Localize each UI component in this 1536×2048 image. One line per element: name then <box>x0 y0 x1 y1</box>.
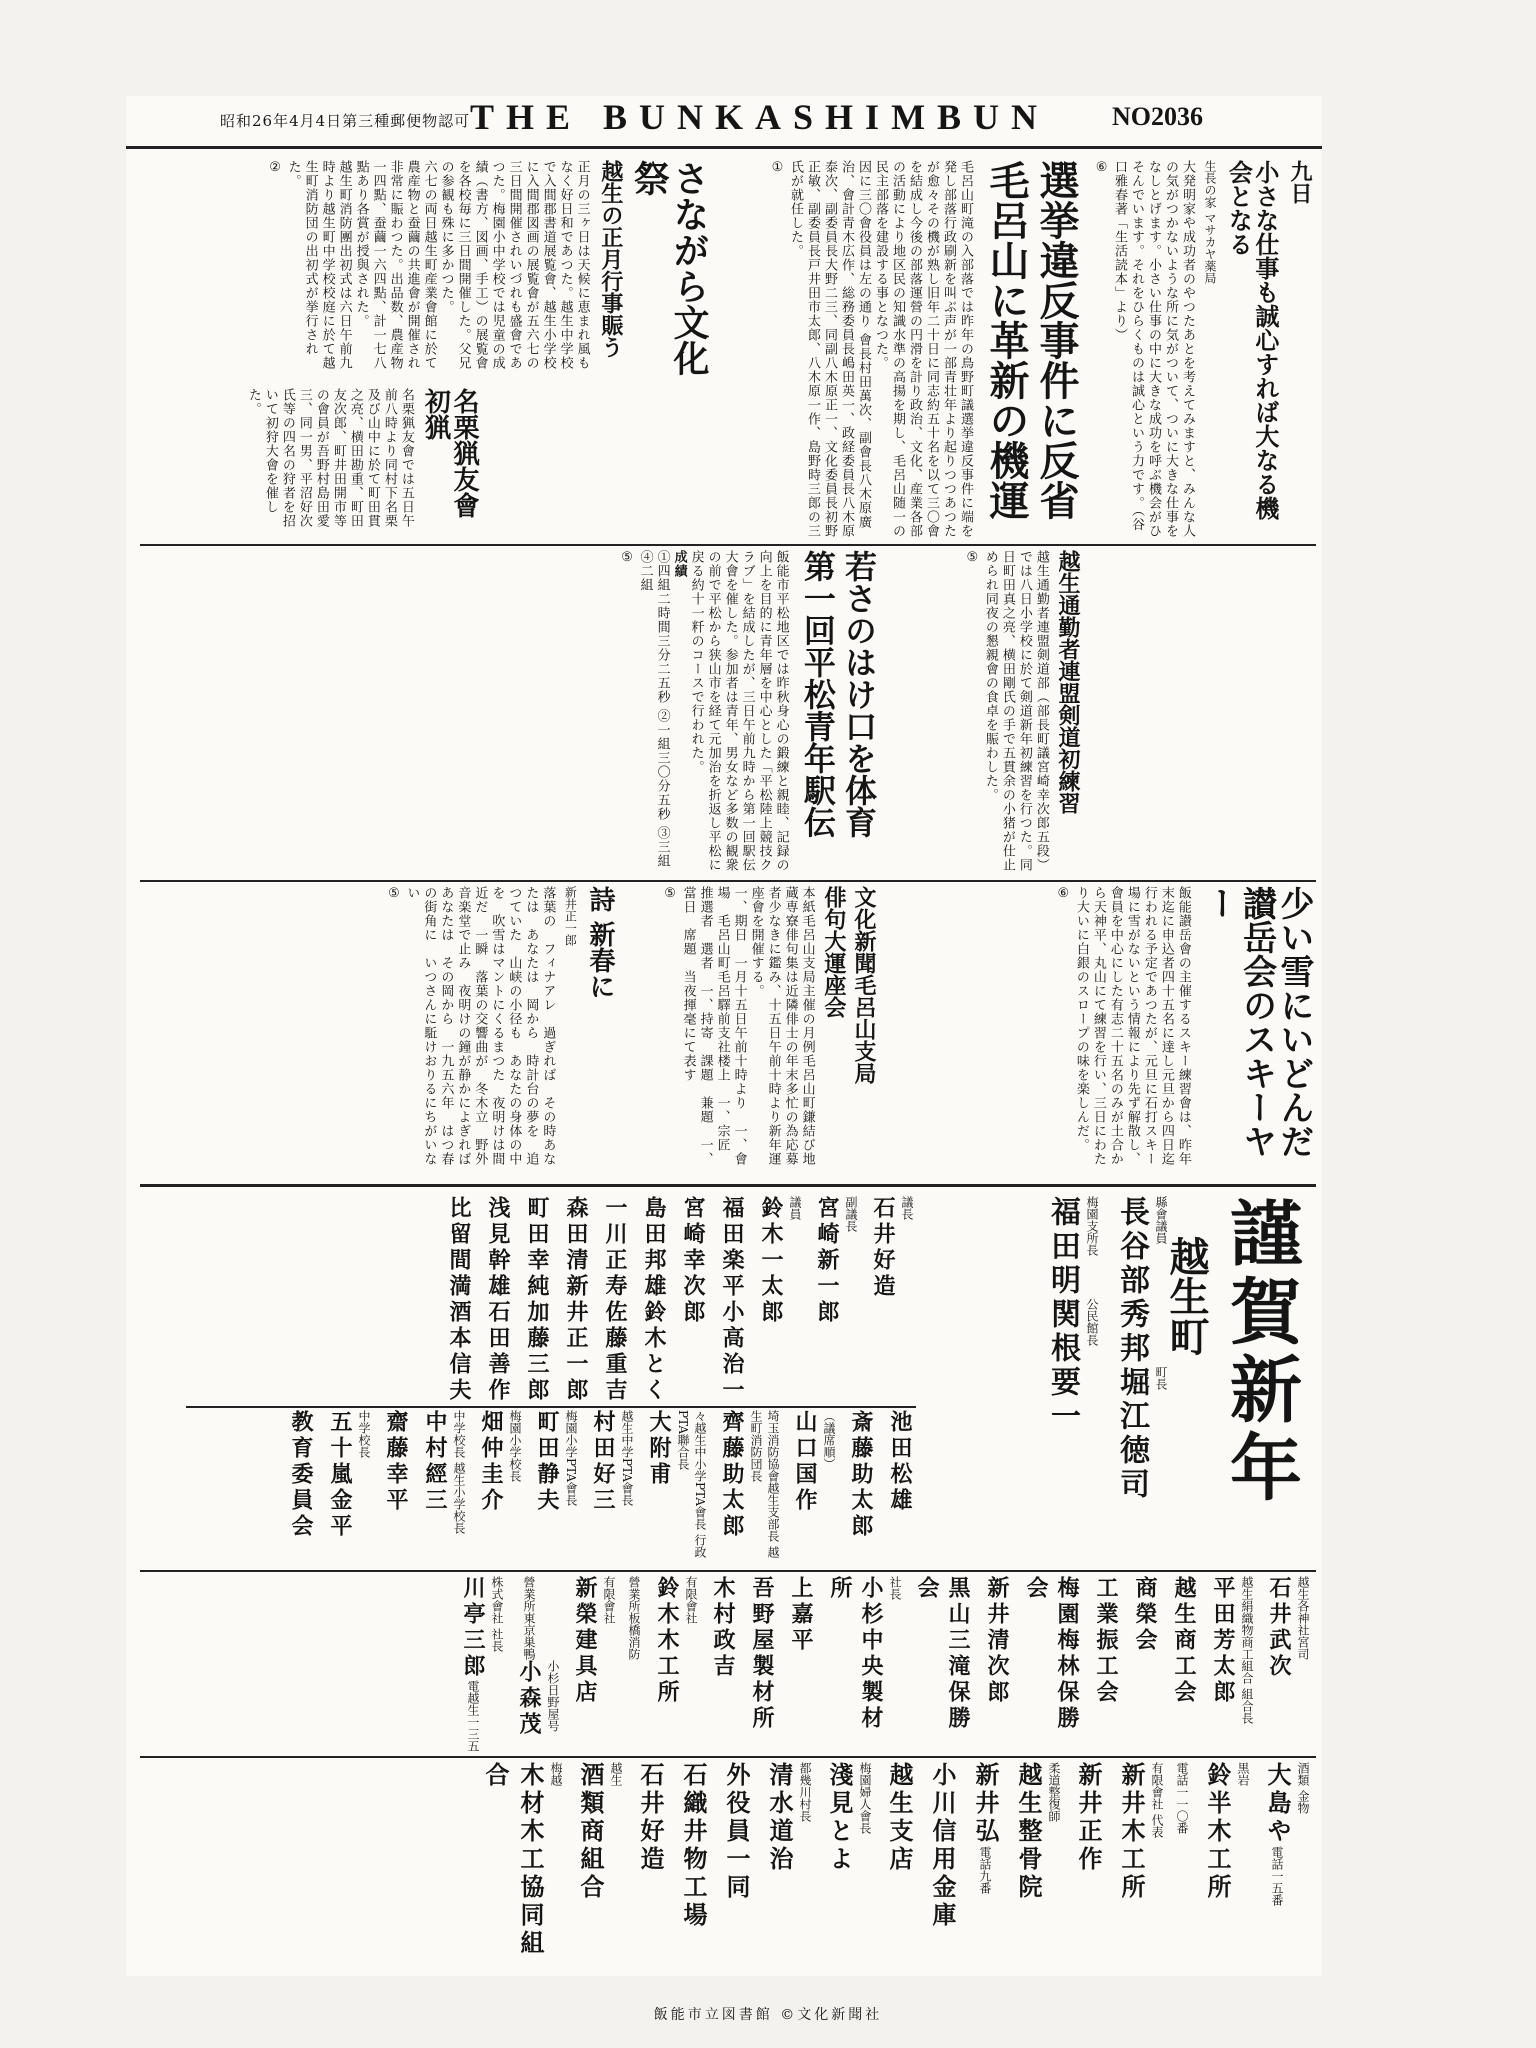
entry-name: 梅園梅林保勝会 <box>1023 1576 1080 1732</box>
entry-name: 宮崎幸次郎 <box>680 1196 706 1326</box>
culture-subheadline: 越生の正月行事賑う <box>597 160 624 358</box>
ski-mark: ⑥ <box>1055 886 1071 901</box>
greeting-entry <box>676 1762 711 1930</box>
column-box <box>1082 160 1312 540</box>
entry-name: 酒類商組合 <box>576 1762 605 1902</box>
entry-role: 酒類 金物 <box>1296 1762 1310 1814</box>
entry-name: 福田明 <box>1045 1196 1080 1298</box>
greeting-entry <box>478 1762 565 1962</box>
culture-mark: ② <box>267 160 283 175</box>
masthead-title: THE BUNKASHIMBUN <box>470 97 1050 137</box>
greeting-entry <box>968 1762 1003 1846</box>
greeting-entry <box>1169 1576 1200 1706</box>
greeting-entry <box>286 1410 317 1540</box>
greeting-entry <box>786 1576 817 1654</box>
column-text: 大発明家や成功者のやつたあとを考えてみますと、みんな人の気がつかないような所に気がついて、ついに大きな仕事をなしとげます。小さい仕事の中に大きな成功を呼ぶ機会がひそんでいます。それをひらくものは誠心という力です。（谷口雅春著「生活読本」より） <box>1112 160 1196 538</box>
entry-name: 森田清 <box>563 1196 589 1274</box>
greeting-entry <box>708 1576 739 1680</box>
entry-name: 長谷部秀邦 <box>1114 1196 1149 1366</box>
haiku-mark: ⑤ <box>662 886 678 901</box>
greeting-entry <box>522 1300 553 1404</box>
greeting-entry <box>925 1762 960 1930</box>
entry-name: 齋藤幸平 <box>383 1410 409 1514</box>
ski-text: 飯能讃岳會の主催するスキー練習會は、昨年末迄に申込者四十五名に達し元旦から四日迄行われる予定であつたが、元旦に石打スキー場に雪がないという情報により先ず解散し、會員を中心にした有志二十五名のみが土合から天神平、丸山にて練習を行い、三日にわたり大いに白銀のスロープの味を楽しんだ。 <box>1073 886 1191 1166</box>
column-title: 九日 <box>1287 160 1313 204</box>
relay-article <box>186 550 876 874</box>
greeting-entry <box>1021 1576 1083 1752</box>
entry-name: 鈴木とく <box>641 1300 667 1404</box>
kendo-article <box>880 550 1080 874</box>
entry-name: 石田善作 <box>485 1300 511 1404</box>
entry-name: 越生商工会 <box>1171 1576 1197 1706</box>
entry-role: 都幾川村長 <box>798 1762 812 1822</box>
greeting-entry <box>747 1576 778 1732</box>
culture-headline: さながら文化祭 <box>628 160 710 376</box>
greeting-entry <box>717 1410 782 1564</box>
greeting-entry <box>600 1300 631 1404</box>
greeting-entry <box>717 1196 748 1300</box>
entry-name: 畑仲圭介 <box>478 1410 504 1514</box>
entry-name: 新井清次郎 <box>984 1576 1010 1706</box>
section-rule-2 <box>140 880 1316 882</box>
greeting-entry <box>1264 1576 1312 1680</box>
footer-credit: 飯能市立図書館 ©文化新聞社 <box>653 2007 883 2023</box>
greeting-entry <box>600 1196 631 1300</box>
entry-name: 吾野屋製材所 <box>749 1576 775 1732</box>
entry-name: 新井木工所 <box>1117 1762 1146 1902</box>
haiku-headline-2: 俳句大運座会 <box>820 886 847 1018</box>
entry-name: 越生支店 <box>885 1762 914 1874</box>
entry-name: 石井武次 <box>1266 1576 1292 1680</box>
entry-name: 上嘉平 <box>788 1576 814 1654</box>
row3-list <box>186 1576 1312 1752</box>
column-mark: ⑥ <box>1094 160 1110 175</box>
entry-name: 宮崎新一郎 <box>814 1196 840 1326</box>
entry-role: 營業所板橋消防 <box>627 1576 641 1660</box>
greeting-entry <box>325 1410 373 1540</box>
greeting-entry <box>977 1846 994 1894</box>
kendo-text: 越生通勤者連盟剣道部（部長町議宮崎幸次郎五段）では八日小学校に於て剣道新年初練習を行つた。同日町田真之亮、横田剛氏の手で五貫余の小猪が仕止められ同夜の懇親會の食卓を賑わした。 <box>982 550 1049 872</box>
greeting-entry <box>1269 1846 1286 1906</box>
greeting-entry <box>812 1196 860 1326</box>
column-heading: 小さな仕事も誠心すれば大なる機会となる <box>1224 160 1280 520</box>
greeting-entry <box>588 1410 636 1514</box>
greeting-entry <box>381 1410 412 1514</box>
greeting-entry <box>1109 1366 1170 1502</box>
greeting-entry <box>521 1576 538 1660</box>
greeting-entry <box>1040 1298 1101 1434</box>
greeting-entry <box>1114 1762 1166 1902</box>
entry-role: 梅園支所長 <box>1085 1196 1099 1256</box>
entry-name: 淺見とよ <box>825 1762 854 1874</box>
officials-list <box>186 1196 916 1404</box>
relay-mark: ⑤ <box>619 550 635 565</box>
entry-name: 越生整骨院 <box>1014 1762 1043 1902</box>
entry-name: 一川正寿 <box>602 1196 628 1300</box>
masthead-date: 昭和26年4月4日第三種郵便物認可 <box>220 112 471 130</box>
entry-role: 柔道整復師 <box>1047 1762 1061 1822</box>
poetry-author: 新井正一郎 <box>563 886 578 946</box>
entry-name: 小高治一 <box>719 1300 745 1404</box>
greeting-entry <box>639 1300 670 1404</box>
greeting-entry <box>1040 1196 1101 1298</box>
culture-text-3: 越生町消防團出初式は六日午前九時より越生町中学校校庭に於て越生町消防団の出初式が挙行された。 <box>285 160 352 370</box>
column-source: 生長の家 マサカヤ薬局 <box>1203 160 1218 284</box>
greeting-entry <box>420 1410 468 1534</box>
greeting-entry <box>476 1410 524 1514</box>
entry-name: 加藤三郎 <box>524 1300 550 1404</box>
culture-text-2: 六七の両日越生町産業會館に於て農産物と蚕繭の共進會が開催され非常に賑わつた。出品数、農産物一四點、蚕繭一六四點、計一七八點あり各賞が授與された。 <box>353 160 437 370</box>
greeting-entry <box>1174 1762 1191 1834</box>
entry-name: 酒本信夫 <box>446 1300 472 1404</box>
entry-name: 木材木工協同組合 <box>481 1762 545 1958</box>
entry-role: 町長 <box>1154 1366 1168 1390</box>
section-rule-4 <box>140 1570 1316 1572</box>
entry-name: 堀江徳司 <box>1114 1366 1149 1502</box>
greeting-subtitle: 越生町 <box>1163 1236 1210 1356</box>
greeting-entry <box>868 1196 916 1300</box>
entry-role: 中学校長 <box>357 1410 371 1458</box>
greeting-entry <box>982 1576 1013 1706</box>
entry-name: 比留間満 <box>446 1196 472 1300</box>
election-article <box>712 160 1078 540</box>
entry-name: 中村經三 <box>422 1410 448 1514</box>
entry-role: 梅園小学PTA會長 <box>564 1410 578 1507</box>
entry-role: 梅越 <box>549 1762 563 1786</box>
entry-role: 越生 <box>609 1762 623 1786</box>
entry-name: 川亭三郎 <box>460 1576 486 1680</box>
greeting-entry <box>1208 1576 1256 1724</box>
issue-number: NO2036 <box>1112 102 1203 131</box>
entry-role: 公民館長 <box>1085 1298 1099 1346</box>
entry-name: 鈴半木工所 <box>1203 1762 1232 1902</box>
greeting-entry <box>912 1576 974 1752</box>
greeting-entry <box>846 1410 877 1540</box>
section-rule-1 <box>140 544 1316 546</box>
entry-role: 副議長 <box>844 1196 858 1232</box>
greeting-entry <box>882 1762 917 1874</box>
hunting-headline: 名栗猟友會初猟 <box>420 388 479 518</box>
entry-name: 石織井物工場 <box>679 1762 708 1930</box>
greeting-entry <box>678 1196 709 1326</box>
entry-role: 縣會議員 <box>1154 1196 1168 1244</box>
entry-name: 小杉中央製材所 <box>827 1576 884 1732</box>
entry-role: 議員 <box>788 1196 802 1220</box>
haiku-items: 一、期日 一月十五日午前十時より 一、會場 毛呂山町毛呂驛前支社楼上 一、宗匠 推選者 選者 一、持寄 課題 兼題 一、當日 席題 当夜揮毫にて表す <box>680 886 747 1166</box>
greeting-entry <box>483 1196 514 1300</box>
election-text: 毛呂山町滝の入部落では昨年の鳥野町議選挙違反事件に端を発し部落行政刷新を叫ぶ声が一部青壮年より起りつつあつたが愈々その機が熟し旧年二十日に同志約五十名を以て三〇會を結成し今後の部落運營の円滑を計り政治、文化、産業各部の活動により地区民の知識水準の高揚を期し、毛呂山随一の民主部落を建設する事となつた。 <box>873 160 973 538</box>
greeting-entry <box>719 1762 754 1902</box>
relay-text: 飯能市平松地区では昨秋身心の鍛練と親睦、記録の向上を目的に青年層を中心とした「平松陸上競技クラブ」を結成したが、三日午前九時から第一回駅伝大會を催した。参加者は青年、男女など多数の観衆の前で平松から狭山市を経て元加治を折返し平松に戻る約十一粁のコースで行われた。 <box>688 550 789 872</box>
greeting-entry <box>1091 1576 1122 1706</box>
ski-article <box>880 886 1312 1178</box>
entry-role: 議長 <box>900 1196 914 1220</box>
row2-list <box>186 1410 916 1564</box>
greeting-entry <box>1109 1196 1170 1366</box>
greeting-title-box <box>1163 1196 1312 1564</box>
entry-name: 小森茂 <box>516 1660 542 1738</box>
greeting-entry <box>756 1196 804 1326</box>
entry-name: 福田楽平 <box>719 1196 745 1300</box>
entry-name: 山口国作 <box>792 1410 818 1514</box>
entry-role: 有限會社 代表 <box>1150 1762 1164 1838</box>
entry-name: 齊藤助太郎 <box>719 1410 745 1540</box>
greeting-entry <box>1011 1762 1063 1902</box>
greeting-entry <box>626 1576 643 1660</box>
entry-name: 清水道治 <box>765 1762 794 1874</box>
entry-name: 教育委員会 <box>288 1410 314 1540</box>
greeting-entry <box>458 1576 506 1680</box>
entry-name: 黒山三滝保勝会 <box>914 1576 971 1732</box>
entry-role: 々越生中小学PTA會長 行政PTA聯合長 <box>676 1410 707 1558</box>
entry-name: 佐藤重吉 <box>602 1300 628 1404</box>
leaders-list <box>920 1196 1170 1564</box>
entry-role: 埼玉消防協會越生支部長 越生町消防団長 <box>749 1410 780 1558</box>
greeting-entry <box>1071 1762 1106 1874</box>
election-headline-1: 選挙違反事件に反省 <box>1033 160 1080 520</box>
entry-role: 電話一一〇番 <box>1175 1762 1189 1834</box>
poetry-mark: ⑤ <box>386 886 402 901</box>
relay-headline-2: 第一回平松青年駅伝 <box>798 550 837 838</box>
greeting-entry <box>514 1660 562 1738</box>
poetry-article <box>186 886 614 1178</box>
entry-name: 工業振工会 <box>1093 1576 1119 1706</box>
entry-role: （議席順） <box>822 1410 836 1470</box>
entry-name: 斎藤助太郎 <box>848 1410 874 1540</box>
entry-name: 石井好造 <box>636 1762 665 1874</box>
haiku-article <box>618 886 876 1178</box>
entry-name: 大島や <box>1263 1762 1292 1846</box>
entry-role: 小杉日野屋号 <box>546 1660 560 1732</box>
entry-name: 町田静夫 <box>534 1410 560 1514</box>
greeting-entry <box>1130 1576 1161 1654</box>
greeting-entry <box>561 1196 592 1274</box>
greeting-entry <box>465 1680 482 1752</box>
haiku-headline-1: 文化新聞毛呂山支局 <box>851 886 877 1084</box>
entry-role: 電話九番 <box>978 1846 992 1894</box>
greeting-entry <box>444 1196 475 1300</box>
ski-headline: 少い雪にいどんだ讃岳会のスキーヤー <box>1199 886 1314 1158</box>
greeting-entry <box>885 1410 916 1514</box>
entry-name: 村田好三 <box>590 1410 616 1514</box>
entry-role: 梅園小学校長 <box>508 1410 522 1482</box>
entry-role: 株式會社 社長 <box>490 1576 504 1652</box>
entry-name: 木村政吉 <box>710 1576 736 1680</box>
greeting-entry <box>762 1762 814 1874</box>
entry-role: 越生中学PTA會長 <box>620 1410 634 1507</box>
culture-text: 正月の三ヶ日は天候に恵まれ風もなく好日和であつた。越生中学校で入間郡書道展覧會、越生小学校に入間郡図画の展覧會が五六七の三日間開催されいづれも盛會であつた。梅園小中学校では児童の成績（書方、図画、手工）の展覧會を各校毎に三日間開催した。父兄の参観も殊に多かつた。 <box>438 160 590 370</box>
election-headline-2: 毛呂山に革新の機運 <box>983 160 1030 520</box>
greeting-entry <box>825 1576 904 1752</box>
section-rule-5 <box>140 1756 1316 1758</box>
entry-role: 營業所東京巣鴨 <box>522 1576 536 1660</box>
entry-role: 黒岩 <box>1236 1762 1250 1786</box>
entry-name: 大附甫 <box>646 1410 672 1488</box>
election-mark: ① <box>770 160 785 175</box>
entry-role: 梅園婦人會長 <box>858 1762 872 1834</box>
entry-role: 中学校長 越生小学校長 <box>452 1410 466 1534</box>
greeting-entry <box>570 1576 618 1706</box>
entry-name: 鈴木一太郎 <box>758 1196 784 1326</box>
relay-results-label: 成績 <box>671 550 687 578</box>
kendo-mark: ⑤ <box>964 550 980 565</box>
entry-name: 新榮建具店 <box>572 1576 598 1706</box>
greeting-entry <box>444 1300 475 1404</box>
entry-role: 有限會社 <box>602 1576 616 1624</box>
greeting-entry <box>532 1410 580 1514</box>
hunting-article <box>186 388 478 540</box>
entry-name: 石井好造 <box>870 1196 896 1300</box>
poetry-headline: 詩 新春に <box>585 886 615 1000</box>
entry-name: 新井正作 <box>1074 1762 1103 1874</box>
greeting-entry <box>633 1762 668 1874</box>
entry-name: 新井正一郎 <box>563 1274 589 1404</box>
greeting-entry <box>561 1274 592 1404</box>
entry-name: 関根要一 <box>1045 1298 1080 1434</box>
poetry-text: 落葉の フィナアレ 過ぎれば その時あなたは あなたは 岡から 時計台の夢を 追つていた 山峡の小径も あなたの身体の中を 吹雪はマントにくるまつた 夜明けは間近だ 一瞬 落葉の交響曲が 冬木立 野外音楽堂で止み 夜明けの鐘が静かによぎれば あなたは その岡から 一九五六年 はつ春の街角に いつさんに駈けおりるにちがいない <box>404 886 556 1180</box>
entry-role: 有限會社 <box>684 1576 698 1624</box>
entry-name: 新井弘 <box>971 1762 1000 1846</box>
greeting-entry <box>1200 1762 1252 1902</box>
entry-role: 社長 <box>888 1576 902 1600</box>
greeting-entry <box>652 1576 700 1706</box>
haiku-text: 本紙毛呂山支局主催の月例毛呂山町鎌結び地蔵専寮俳句集は近隣俳士の年末多忙の為応募者少なきに鑑み、十五日午前十時より新年運座會を開催する。 <box>748 886 815 1166</box>
relay-results: ①四組二時間三分二五秒 ②一組三〇分五秒 ③三組 ④二組 <box>637 550 670 869</box>
entry-role: 電話一五番 <box>1270 1846 1284 1906</box>
row4-list <box>186 1762 1312 1962</box>
greeting-entry <box>717 1300 748 1404</box>
hunting-text: 名栗猟友會では五日午前八時より同村下名栗及び山中に於て町田貫之亮、横田勘重、町田友次郎、町井田開市等の會員が吾野村島田愛三、同一男、平沼好次氏等の四名の狩者を招いて初狩大會を催した。 <box>245 388 414 528</box>
greeting-entry <box>639 1196 670 1300</box>
greeting-entry <box>1260 1762 1312 1846</box>
entry-name: 五十嵐金平 <box>327 1410 353 1540</box>
masthead-rule <box>126 146 1322 149</box>
culture-article <box>186 160 708 382</box>
entry-name: 町田幸純 <box>524 1196 550 1300</box>
entry-name: 小川信用金庫 <box>928 1762 957 1930</box>
greeting-entry <box>644 1410 709 1564</box>
entry-name: 外役員一同 <box>722 1762 751 1902</box>
greeting-entry <box>573 1762 625 1902</box>
entry-name: 商榮会 <box>1132 1576 1158 1654</box>
greeting-entry <box>522 1196 553 1300</box>
greeting-title: 謹賀新年 <box>1218 1196 1303 1508</box>
entry-name: 池田松雄 <box>887 1410 913 1514</box>
greeting-entry <box>822 1762 874 1874</box>
entry-name: 島田邦雄 <box>641 1196 667 1300</box>
election-text-2: 因に三〇會役員は左の通り 會長村田萬次、副會長八木原廣治、會計青木広作、総務委員長嶋田英一、政経委員長八木原泰次、副委員長大野二三、同副八木原正一、文化委員長初野正敏、副委員長戸井田市太郎、八木原一作、島野時三郎の三氏が就任した。 <box>788 160 871 538</box>
greeting-entry <box>483 1300 514 1404</box>
entry-name: 鈴木木工所 <box>654 1576 680 1706</box>
section-rule-3 <box>140 1184 1316 1187</box>
greeting-entry <box>790 1410 838 1514</box>
officials-rule <box>186 1406 916 1408</box>
entry-role: 電越生一三五 <box>466 1680 480 1752</box>
entry-name: 平田芳太郎 <box>1210 1576 1236 1706</box>
entry-name: 浅見幹雄 <box>485 1196 511 1300</box>
entry-role: 越生絹織物商工組合 組合長 <box>1240 1576 1254 1724</box>
entry-role: 越生各神社宮司 <box>1296 1576 1310 1660</box>
relay-headline-1: 若さのはけ口を体育 <box>840 550 878 838</box>
kendo-headline: 越生通勤者連盟剣道初練習 <box>1055 550 1081 814</box>
